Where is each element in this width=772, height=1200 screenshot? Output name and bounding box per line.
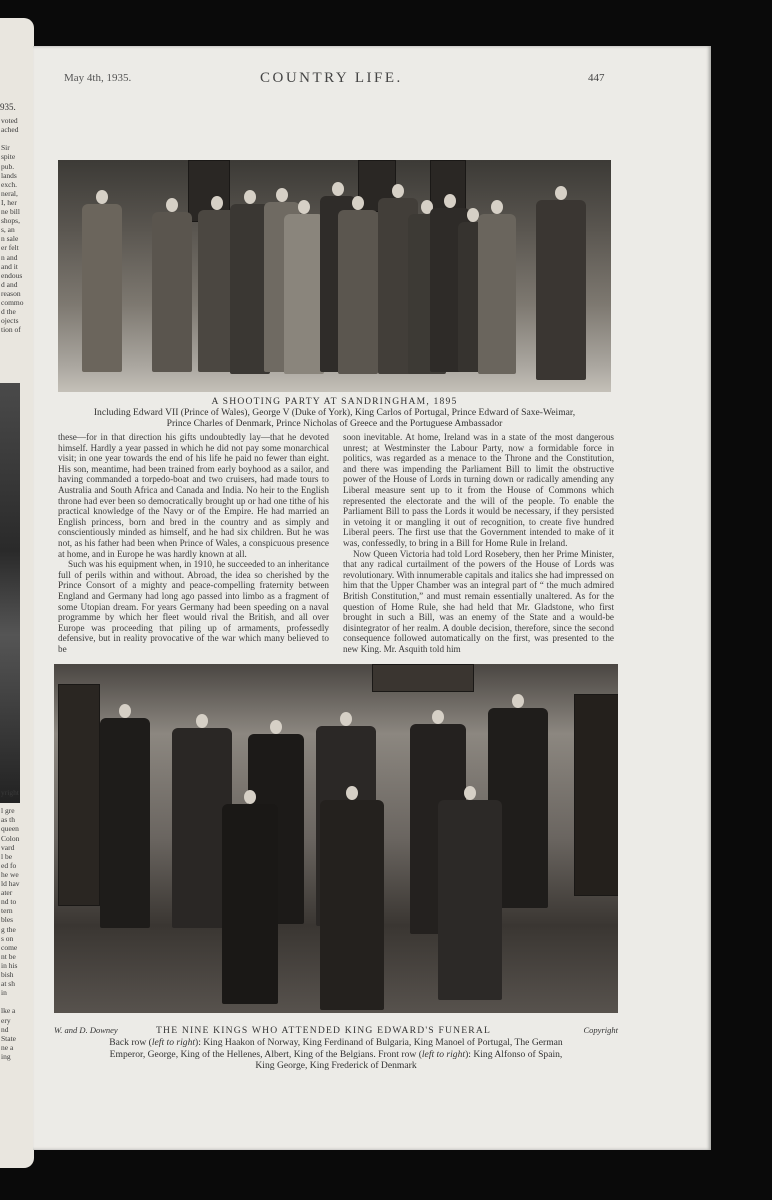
left-page-text-fragment: d the — [1, 307, 16, 317]
left-page-text-fragment: exch. — [1, 179, 18, 189]
left-page-text-fragment: lke a — [1, 1006, 16, 1016]
left-page-text-fragment: reason — [1, 288, 21, 298]
caption-text: King George, King Frederick of Denmark — [255, 1060, 417, 1072]
copyright-notice: Copyright — [583, 1025, 618, 1035]
left-page-text-fragment: as th — [1, 815, 15, 825]
article-paragraph: Such was his equipment when, in 1910, he succeeded to an inheritance full of perils within and without. Abroad, the idea so cherished by the Prince Consort of a mighty and peace-compelling fraternity between England and Germany had long ago passed into limbo as a fragment of some Utopian dream. For years Germany had been speeding on a naval programme by which her fleet would rival the British, and all over Europe was proceeding that piling up of armaments, professedly defensive, but in reality provocative of the war which many believed to be — [58, 559, 329, 654]
article-paragraph: Now Queen Victoria had told Lord Rosebery, then her Prime Minister, that any radical curtailment of the powers of the House of Lords was revolutionary. With innumerable capitals and italics she had impressed on him that the Upper Chamber was an integral part of “ the much admired British Constitution,” and must remain essentially unaltered. As for the question of Home Rule, she had held that Mr. Gladstone, who first brought in such a Bill, was an enemy of the State and a would-be disintegrator of her realm. A double decision, therefore, since the second consequence followed automatically on the first, was presented to the new King. Mr. Asquith told him — [343, 548, 614, 654]
left-page-text-fragment: s, an — [1, 225, 15, 235]
page-header — [0, 72, 772, 92]
caption-text: ): King Alfonso of Spain, — [465, 1048, 563, 1060]
left-page-text-fragment: and it — [1, 261, 18, 271]
photo-painting-frame — [372, 664, 474, 692]
left-page-text-fragment: bles — [1, 915, 14, 925]
left-page-text-fragment: tern — [1, 906, 13, 916]
left-page-text-fragment: l be — [1, 851, 13, 861]
left-page-text-fragment: tion of — [1, 325, 21, 335]
left-page-text-fragment: ed fo — [1, 860, 17, 870]
left-page-text-fragment: ne a — [1, 1042, 14, 1052]
article-column-1 — [58, 432, 329, 654]
left-facing-page — [0, 18, 34, 1168]
left-page-text-fragment: bish — [1, 970, 14, 979]
photo1-caption — [58, 396, 611, 429]
photo2-caption-description — [54, 1037, 618, 1072]
photo-doorway — [58, 684, 100, 906]
left-page-text-fragment: at sh — [1, 979, 15, 989]
left-page-text-fragment: endous — [1, 270, 23, 280]
left-page-text-fragment: ojects — [1, 316, 19, 326]
left-page-text-fragment: s on — [1, 933, 14, 943]
left-page-text-fragment: nd — [1, 1024, 9, 1034]
page-number: 447 — [588, 72, 605, 84]
left-page-text-fragment: g the — [1, 924, 16, 934]
photo-credit: W. and D. Downey — [54, 1025, 118, 1035]
article-paragraph: soon inevitable. At home, Ireland was in a state of the most dangerous unrest; at Westminster the Labour Party, now a formidable force in politics, was regarded as a menace to the Throne and the Constitution, and there was impending the Parliament Bill to limit the obstructive power of the House of Lords in turning down or radically amending any Liberal measure sent up to it from the House of Commons which represented the electorate and the will of the people. To enable the Parliament Bill to pass the Lords it would be necessary, if they persisted in vetoing it or mangling it out of recognition, to create five hundred Liberal peers. The first use that the Government intended to make of it was, confessedly, to bring in a Bill for Home Rule in Ireland. — [343, 432, 614, 548]
shooting-party-photo — [58, 160, 611, 392]
left-page-text-fragment: n and — [1, 252, 18, 262]
left-page-text-fragment: ne bill — [1, 207, 20, 216]
article-column-2 — [343, 432, 614, 654]
left-page-text-fragment: spite — [1, 152, 16, 162]
left-page-text-fragment: er felt — [1, 243, 19, 253]
left-page-text-fragment: ld hav — [1, 879, 20, 888]
left-page-text-fragment: pub. — [1, 161, 15, 171]
left-page-text-fragment: ater — [1, 888, 13, 898]
caption-text: Back row ( — [109, 1037, 152, 1048]
left-page-text-fragment: n sale — [1, 234, 19, 244]
caption-text: ): King Haakon of Norway, King Ferdinand of Bulgaria, King Manoel of Portugal, The German — [195, 1037, 563, 1048]
photo1-caption-line2: Prince Charles of Denmark, Prince Nicholas of Greece and the Portuguese Ambassador — [166, 418, 503, 429]
caption-text-italic: left to right — [151, 1037, 196, 1048]
left-page-text-fragment: he we — [1, 869, 19, 879]
caption-text: Emperor, George, King of the Hellenes, Albert, King of the Belgians. Front row ( — [109, 1048, 422, 1060]
left-page-text-fragment: neral, — [1, 188, 18, 198]
caption-text-italic: left to right — [421, 1048, 466, 1060]
left-page-text-fragment: State — [1, 1033, 16, 1043]
left-page-text-fragment: yright — [1, 788, 19, 797]
left-page-text-fragment: vard — [1, 842, 15, 852]
left-page-text-fragment: lands — [1, 170, 17, 180]
left-page-text-fragment: commo — [1, 298, 24, 307]
article-paragraph: these—for in that direction his gifts undoubtedly lay—that he devoted himself. Hardly a year passed in which he did not pay some monarchical visit; in one year towards the end of his life he paid no fewer than eight. His son, meantime, had been trained from early boyhood as a sailor, and having commanded a torpedo-boat and two cruisers, had made tours to Australia and South Africa and Canada and India. No heir to the English throne had ever been so democratically brought up or had one tithe of his practical knowledge of the Navy or of the Empire. He had married an English princess, born and bred in the country and as simply and conscientiously minded as himself, and he had six children. But he was not, as his father had been when Prince of Wales, a conspicuous presence at home, and in Europe he was hardly known at all. — [58, 432, 329, 559]
magazine-title: COUNTRY LIFE. — [260, 70, 403, 86]
left-page-text-fragment: l gre — [1, 806, 15, 816]
left-page-text-fragment: ery — [1, 1015, 11, 1025]
photo1-caption-title: A SHOOTING PARTY AT SANDRINGHAM, 1895 — [211, 396, 458, 407]
left-page-text-fragment: in his — [1, 960, 18, 970]
left-page-text-fragment: nd to — [1, 897, 17, 907]
left-page-text-fragment: in — [1, 988, 7, 998]
left-page-text-fragment: come — [1, 942, 18, 952]
nine-kings-photo — [54, 664, 618, 1013]
left-page-text-fragment: ached — [1, 125, 19, 135]
left-page-text-fragment: I, her — [1, 197, 17, 207]
left-page-text-fragment: Colon — [1, 833, 20, 843]
left-page-photo — [0, 383, 20, 803]
photo2-caption-title: THE NINE KINGS WHO ATTENDED KING EDWARD'S FUNERAL — [156, 1025, 492, 1036]
left-page-text-fragment: queen — [1, 824, 19, 834]
left-page-text-fragment: nt be — [1, 951, 16, 961]
left-page-number: 935. — [0, 102, 16, 112]
left-page-text-fragment: ing — [1, 1051, 11, 1061]
left-page-text-fragment: voted — [1, 116, 18, 125]
issue-date: May 4th, 1935. — [64, 72, 132, 84]
photo-cabinet — [574, 694, 618, 896]
photo1-caption-line1: Including Edward VII (Prince of Wales), George V (Duke of York), King Carlos of Portugal, Prince Edward of Saxe-Weimar, — [93, 407, 576, 418]
left-page-text-fragment: shops, — [1, 216, 20, 226]
left-page-text-fragment: Sir — [1, 143, 10, 153]
left-page-text-fragment: d and — [1, 279, 18, 289]
